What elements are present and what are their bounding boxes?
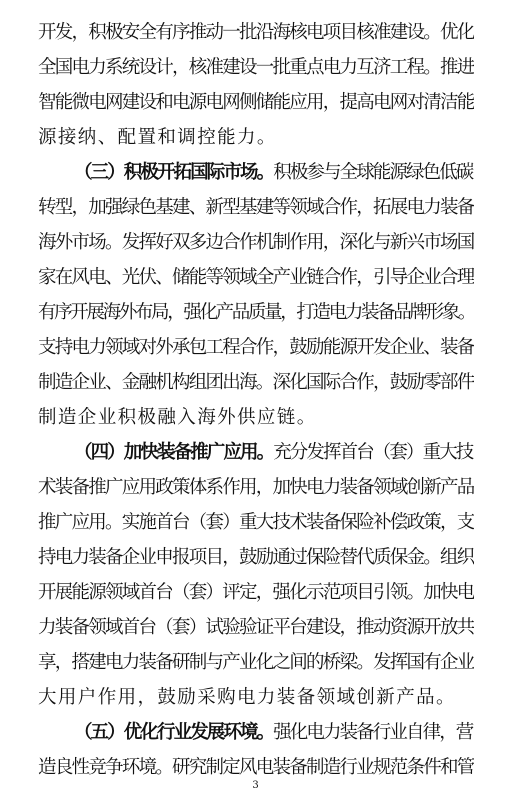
text-line: 推广应用。实施首台（套）重大技术装备保险补偿政策，支 <box>38 512 474 533</box>
text-line: 开展能源领域首台（套）评定，强化示范项目引领。加快电 <box>38 582 474 603</box>
text-line: 源接纳、配置和调控能力。 <box>38 127 277 148</box>
text-line: 开发，积极安全有序推动一批沿海核电项目核准建设。优化 <box>38 22 474 43</box>
page-number: 3 <box>252 780 259 791</box>
text-line: 制造企业积极融入海外供应链。 <box>38 407 317 428</box>
section-five-line <box>74 716 474 750</box>
text-line: 转型，加强绿色基建、新型基建等领域合作，拓展电力装备 <box>38 197 474 218</box>
text-line: 力装备领域首台（套）试验验证平台建设，推动资源开放共 <box>38 617 474 638</box>
text-line: 积极参与全球能源绿色低碳 <box>273 162 473 183</box>
text-line: 海外市场。发挥好双多边合作机制作用，深化与新兴市场国 <box>38 232 474 253</box>
section-heading-four: （四）加快装备推广应用。 <box>74 442 274 463</box>
text-line: 强化电力装备行业自律，营 <box>273 722 473 743</box>
text-line: 有序开展海外布局，强化产品质量，打造电力装备品牌形象。 <box>38 302 474 323</box>
section-four-line <box>74 436 474 470</box>
text-line: 支持电力领域对外承包工程合作，鼓励能源开发企业、装备 <box>38 337 474 358</box>
text-line: 家在风电、光伏、储能等领域全产业链合作，引导企业合理 <box>38 267 474 288</box>
text-line: 术装备推广应用政策体系作用，加快电力装备领域创新产品 <box>38 477 474 498</box>
text-line: 制造企业、金融机构组团出海。深化国际合作，鼓励零部件 <box>38 372 474 393</box>
text-line: 造良性竞争环境。研究制定风电装备制造行业规范条件和管 <box>38 757 474 778</box>
section-heading-three: （三）积极开拓国际市场。 <box>74 162 274 183</box>
text-line: 持电力装备企业申报项目，鼓励通过保险替代质保金。组织 <box>38 547 474 568</box>
text-line: 充分发挥首台（套）重大技 <box>273 442 473 463</box>
text-line: 智能微电网建设和电源电网侧储能应用，提高电网对清洁能 <box>38 92 474 113</box>
text-line: 全国电力系统设计，核准建设一批重点电力互济工程。推进 <box>38 57 474 78</box>
text-line: 享，搭建电力装备研制与产业化之间的桥梁。发挥国有企业 <box>38 652 474 673</box>
section-three-line <box>74 156 474 190</box>
text-line: 大用户作用，鼓励采购电力装备领域创新产品。 <box>38 687 456 708</box>
section-heading-five: （五）优化行业发展环境。 <box>74 722 274 743</box>
